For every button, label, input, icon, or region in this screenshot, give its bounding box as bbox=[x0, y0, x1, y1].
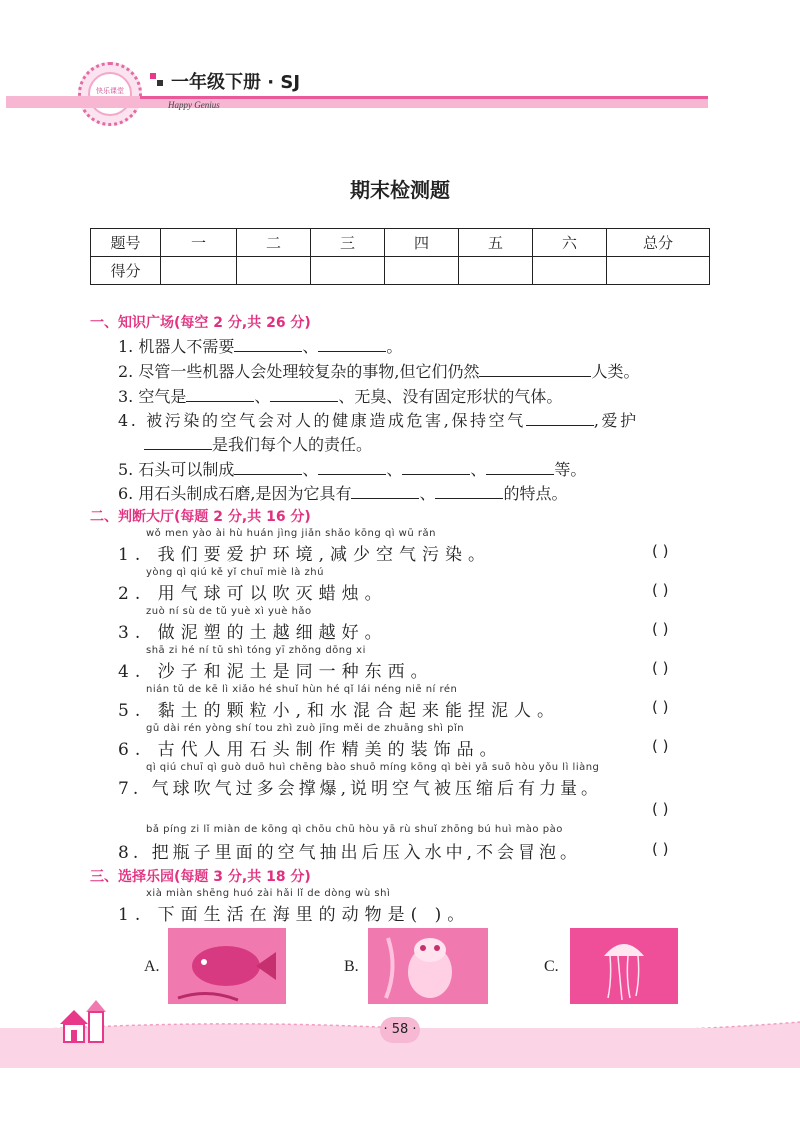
header-squares-icon bbox=[150, 73, 164, 87]
score-input[interactable] bbox=[607, 257, 710, 285]
score-input[interactable] bbox=[533, 257, 607, 285]
judge-item-2: 2. 用气球可以吹灭蜡烛。 bbox=[118, 584, 388, 604]
blank[interactable] bbox=[318, 337, 386, 352]
pinyin: nián tǔ de kē lì xiǎo hé shuǐ hùn hé qǐ lái néng niē ní rén bbox=[146, 684, 458, 695]
jellyfish-image[interactable] bbox=[570, 928, 678, 1004]
section-2-title: 二、判断大厅(每题 2 分,共 16 分) bbox=[90, 509, 311, 525]
table-row bbox=[91, 257, 710, 285]
pinyin: wǒ men yào ài hù huán jìng jiǎn shǎo kōng qì wū rǎn bbox=[146, 528, 436, 539]
answer-paren[interactable]: ( ) bbox=[652, 800, 669, 818]
table-cell: 四 bbox=[385, 229, 459, 257]
option-b-label[interactable]: B. bbox=[344, 958, 359, 975]
judge-item-3: 3. 做泥塑的土越细越好。 bbox=[118, 623, 388, 643]
logo bbox=[78, 62, 142, 126]
score-input[interactable] bbox=[459, 257, 533, 285]
score-table bbox=[90, 228, 710, 285]
table-cell: 二 bbox=[237, 229, 311, 257]
table-cell: 一 bbox=[161, 229, 237, 257]
question-5: 5. 石头可以制成 、 、 、 等。 bbox=[118, 460, 587, 479]
blank[interactable] bbox=[486, 460, 554, 475]
table-cell: 五 bbox=[459, 229, 533, 257]
blank[interactable] bbox=[186, 387, 254, 402]
pinyin: shā zi hé ní tǔ shì tóng yī zhǒng dōng xi bbox=[146, 645, 366, 656]
question-2: 2. 尽管一些机器人会处理较复杂的事物,但它们仍然 人类。 bbox=[118, 362, 640, 381]
answer-paren[interactable]: ( ) bbox=[652, 581, 669, 599]
blank[interactable] bbox=[144, 435, 212, 450]
answer-paren[interactable]: ( ) bbox=[652, 659, 669, 677]
judge-item-5: 5. 黏土的颗粒小,和水混合起来能捏泥人。 bbox=[118, 701, 561, 721]
frog-image[interactable] bbox=[368, 928, 488, 1004]
score-input[interactable] bbox=[161, 257, 237, 285]
score-input[interactable] bbox=[237, 257, 311, 285]
logo-text: 快乐课堂 bbox=[88, 72, 132, 116]
page-number: · 58 · bbox=[380, 1017, 420, 1043]
blank[interactable] bbox=[234, 460, 302, 475]
question-4-cont: 是我们每个人的责任。 bbox=[144, 432, 372, 455]
section-1-title: 一、知识广场(每空 2 分,共 26 分) bbox=[90, 315, 311, 331]
judge-item-1: 1. 我们要爱护环境,减少空气污染。 bbox=[118, 545, 492, 565]
header-subtitle: Happy Genius bbox=[168, 100, 220, 110]
question-3: 3. 空气是 、 、无臭、没有固定形状的气体。 bbox=[118, 387, 563, 406]
blank[interactable] bbox=[318, 460, 386, 475]
pinyin: qì qiú chuī qì guò duō huì chēng bào shuō míng kōng qì bèi yā suō hòu yǒu lì liàng bbox=[146, 762, 600, 773]
table-cell: 总分 bbox=[607, 229, 710, 257]
answer-paren[interactable]: ( ) bbox=[652, 620, 669, 638]
option-a-label[interactable]: A. bbox=[144, 958, 160, 975]
judge-item-4: 4. 沙子和泥土是同一种东西。 bbox=[118, 662, 434, 682]
table-cell: 三 bbox=[311, 229, 385, 257]
pinyin: gǔ dài rén yòng shí tou zhì zuò jīng měi de zhuāng shì pǐn bbox=[146, 723, 465, 734]
judge-item-8: 8. 把瓶子里面的空气抽出后压入水中,不会冒泡。 bbox=[118, 843, 582, 863]
judge-item-6: 6. 古代人用石头制作精美的装饰品。 bbox=[118, 740, 503, 760]
header-title: 一年级下册 · SJ bbox=[171, 72, 301, 93]
option-c-label[interactable]: C. bbox=[544, 958, 559, 975]
judge-item-7: 7. 气球吹气过多会撑爆,说明空气被压缩后有力量。 bbox=[118, 779, 603, 799]
question-4: 4. 被污染的空气会对人的健康造成危害,保持空气 ,爱护 bbox=[118, 411, 639, 430]
blank[interactable] bbox=[435, 484, 503, 499]
pinyin: bǎ píng zi lǐ miàn de kōng qì chōu chū hòu yā rù shuǐ zhōng bú huì mào pào bbox=[146, 824, 563, 835]
answer-paren[interactable]: ( ) bbox=[652, 542, 669, 560]
table-cell: 得分 bbox=[91, 257, 161, 285]
blank[interactable] bbox=[526, 411, 594, 426]
fish-image[interactable] bbox=[168, 928, 286, 1004]
pinyin: yòng qì qiú kě yǐ chuī miè là zhú bbox=[146, 567, 324, 578]
blank[interactable] bbox=[270, 387, 338, 402]
answer-paren[interactable]: ( ) bbox=[652, 737, 669, 755]
answer-paren[interactable]: ( ) bbox=[652, 840, 669, 858]
blank[interactable] bbox=[351, 484, 419, 499]
house-icon bbox=[56, 998, 110, 1048]
question-1: 1. 机器人不需要 、 。 bbox=[118, 337, 403, 356]
blank[interactable] bbox=[479, 362, 591, 377]
blank[interactable] bbox=[402, 460, 470, 475]
section-3-title: 三、选择乐园(每题 3 分,共 18 分) bbox=[90, 869, 311, 885]
table-row bbox=[91, 229, 710, 257]
blank[interactable] bbox=[234, 337, 302, 352]
table-cell: 六 bbox=[533, 229, 607, 257]
question-6: 6. 用石头制成石磨,是因为它具有 、 的特点。 bbox=[118, 484, 568, 503]
table-cell: 题号 bbox=[91, 229, 161, 257]
score-input[interactable] bbox=[385, 257, 459, 285]
pinyin: zuò ní sù de tǔ yuè xì yuè hǎo bbox=[146, 606, 312, 617]
answer-paren[interactable]: ( ) bbox=[652, 698, 669, 716]
choice-question-1: 1. 下面生活在海里的动物是( )。 bbox=[118, 905, 471, 925]
page-title: 期末检测题 bbox=[350, 178, 450, 202]
pinyin: xià miàn shēng huó zài hǎi lǐ de dòng wù shì bbox=[146, 888, 391, 899]
header-band-line bbox=[140, 96, 708, 99]
score-input[interactable] bbox=[311, 257, 385, 285]
